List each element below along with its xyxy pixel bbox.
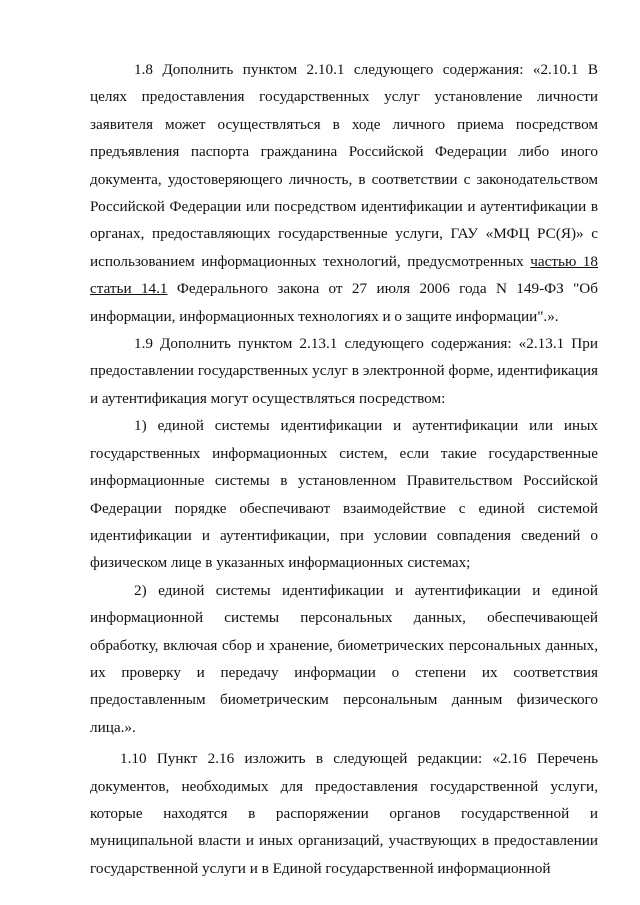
law-reference-link-article-14-1[interactable]: статьи 14.1 bbox=[90, 280, 168, 298]
paragraph-1-8-text-end: Федерального закона от 27 июля 2006 года N 149-ФЗ "Об информации, информационных технологиях и о защите информации".». bbox=[90, 280, 598, 325]
document-page bbox=[90, 56, 598, 882]
paragraph-1-9: 1.9 Дополнить пунктом 2.13.1 следующего содержания: «2.13.1 При предоставлении государственных услуг в электронной форме, идентификация и аутентификация могут осуществляться посредством: bbox=[90, 335, 598, 407]
paragraph-1-10: 1.10 Пункт 2.16 изложить в следующей редакции: «2.16 Перечень документов, необходимых для предоставления государственной услуги, которые находятся в распоряжении органов государственной и муниципальной власти и иных организаций, участвующих в предоставлении государственной услуги и в Единой государственной информационной bbox=[90, 750, 598, 877]
list-item-2: 2) единой системы идентификации и аутентификации и единой информационной системы персональных данных, обеспечивающей обработку, включая сбор и хранение, биометрических персональных данных, их проверку и передачу информации о степени их соответствия предоставленным биометрическим персональным данным физического лица.». bbox=[90, 581, 598, 736]
paragraph-1-8-text: 1.8 Дополнить пунктом 2.10.1 следующего содержания: «2.10.1 В целях предоставления государственных услуг установление личности заявителя может осуществляться в ходе личного приема посредством предъявления паспорта гражданина Российской Федерации либо иного документа, удостоверяющего личность, в соответствии с законодательством Российской Федерации или посредством идентификации и аутентификации в органах, предоставляющих государственные услуги, ГАУ «МФЦ РС(Я)» с использованием информационных технологий, предусмотренных bbox=[90, 61, 598, 270]
law-reference-link-part-18[interactable]: частью 18 bbox=[530, 252, 598, 270]
paragraph-1-8 bbox=[90, 56, 598, 330]
list-item-1: 1) единой системы идентификации и аутентификации или иных государственных информационных систем, если такие государственные информационные системы в установленном Правительством Российской Федерации порядке обеспечивают взаимодействие с единой системой идентификации и аутентификации, при условии совпадения сведений о физическом лице в указанных информационных системах; bbox=[90, 417, 598, 572]
